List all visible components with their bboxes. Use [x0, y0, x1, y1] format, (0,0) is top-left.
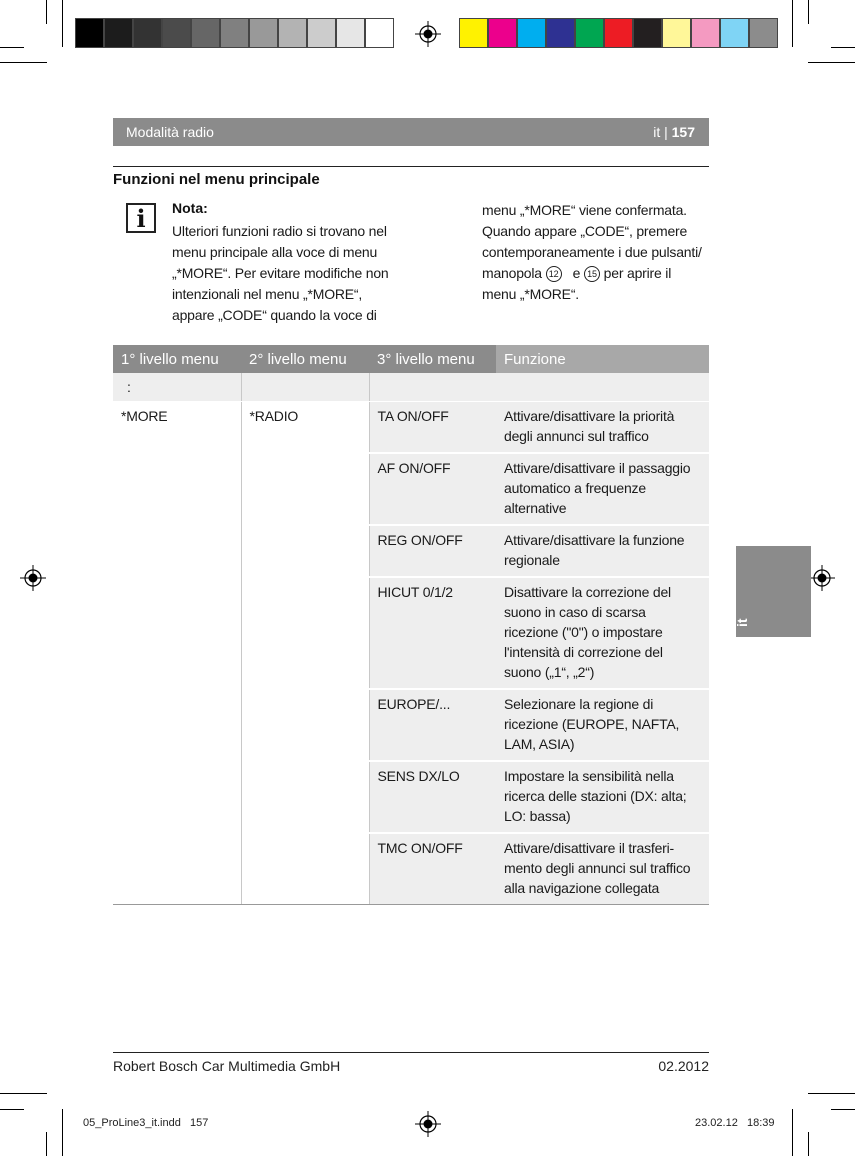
table-header-row	[113, 345, 709, 373]
color-swatch	[662, 18, 691, 48]
color-swatch	[220, 18, 249, 48]
color-swatch	[604, 18, 633, 48]
color-swatch	[691, 18, 720, 48]
color-swatch	[546, 18, 575, 48]
crop-mark	[46, 0, 47, 24]
table-row	[113, 402, 709, 454]
page-number: it | 157	[653, 124, 695, 140]
header-rule	[113, 166, 709, 167]
section-title: Funzioni nel menu principale	[113, 171, 320, 188]
note-text-col1: Ulteriori funzioni radio si trovano nel menu principale alla voce di menu „*MORE“. Per evitare modifiche non intenzionali nel menu „*MORE“, appare „CODE“ quando la voce di	[172, 223, 389, 323]
level2-cell: *RADIO	[241, 402, 369, 905]
crop-mark	[0, 1109, 24, 1110]
header-level1: 1° livello menu	[113, 345, 241, 373]
registration-mark-icon	[809, 565, 835, 591]
color-swatch	[249, 18, 278, 48]
level3-cell: HICUT 0/1/2	[369, 577, 496, 689]
color-swatch	[575, 18, 604, 48]
crop-mark	[62, 1109, 63, 1156]
registration-mark-icon	[415, 1111, 441, 1137]
level3-cell: SENS DX/LO	[369, 761, 496, 833]
crop-mark	[0, 62, 47, 63]
color-swatch	[517, 18, 546, 48]
header-function: Funzione	[496, 345, 709, 373]
crop-mark	[808, 62, 855, 63]
side-tab-label: it	[734, 618, 750, 627]
level3-cell: TMC ON/OFF	[369, 833, 496, 905]
color-swatch	[720, 18, 749, 48]
slug-file: 05_ProLine3_it.indd 157	[83, 1117, 209, 1129]
level3-cell: EUROPE/...	[369, 689, 496, 761]
footer-date: 02.2012	[658, 1058, 709, 1074]
color-swatch	[488, 18, 517, 48]
crop-mark	[808, 1093, 855, 1094]
color-swatch	[162, 18, 191, 48]
color-swatch	[278, 18, 307, 48]
level3-cell: TA ON/OFF	[369, 402, 496, 454]
level1-cell: *MORE	[113, 402, 241, 905]
level3-cell: AF ON/OFF	[369, 453, 496, 525]
language-side-tab	[736, 546, 811, 637]
gray-color-bar	[75, 18, 394, 48]
ellipsis-cell: :	[113, 373, 241, 401]
crop-mark	[831, 47, 855, 48]
note-title: Nota:	[172, 200, 208, 216]
info-icon: i	[126, 203, 156, 233]
color-swatch	[104, 18, 133, 48]
crop-mark	[62, 0, 63, 47]
function-cell: Attivare/disattivare la priorità degli annunci sul traffico	[496, 402, 709, 454]
key-12-icon: 12	[546, 266, 562, 282]
crop-mark	[831, 1109, 855, 1110]
crop-mark	[792, 0, 793, 47]
header-level2: 2° livello menu	[241, 345, 369, 373]
color-swatch	[133, 18, 162, 48]
function-cell: Attivare/disattivare il trasferi- mento degli annunci sul traffico alla navigazione collegata	[496, 833, 709, 905]
key-15-icon: 15	[584, 266, 600, 282]
color-swatch	[307, 18, 336, 48]
function-cell: Impostare la sensibilità nella ricerca delle stazioni (DX: alta; LO: bassa)	[496, 761, 709, 833]
color-swatch	[336, 18, 365, 48]
process-color-bar	[459, 18, 778, 48]
color-swatch	[75, 18, 104, 48]
crop-mark	[808, 1132, 809, 1156]
crop-mark	[0, 47, 24, 48]
table-row	[113, 373, 709, 401]
function-cell: Attivare/disattivare la funzione regionale	[496, 525, 709, 577]
header-level3: 3° livello menu	[369, 345, 496, 373]
function-cell: Disattivare la correzione del suono in caso di scarsa ricezione ("0") o impostare l'intensità di correzione del suono („1“, „2“)	[496, 577, 709, 689]
registration-mark-icon	[20, 565, 46, 591]
section-label: Modalità radio	[126, 124, 214, 140]
crop-mark	[46, 1132, 47, 1156]
footer-rule	[113, 1052, 709, 1053]
crop-mark	[0, 1093, 47, 1094]
menu-functions-table	[113, 345, 709, 905]
slug-timestamp: 23.02.12 18:39	[695, 1117, 775, 1129]
note-text-col2: menu „*MORE“ viene confermata. Quando appare „CODE“, premere contemporaneamente i due pulsanti/ manopola 12 e 15 per aprire il menu „*MORE“.	[482, 202, 702, 302]
footer-company: Robert Bosch Car Multimedia GmbH	[113, 1058, 341, 1074]
color-swatch	[633, 18, 662, 48]
crop-mark	[792, 1109, 793, 1156]
color-swatch	[749, 18, 778, 48]
function-cell: Selezionare la regione di ricezione (EUROPE, NAFTA, LAM, ASIA)	[496, 689, 709, 761]
registration-mark-icon	[415, 21, 441, 47]
level3-cell: REG ON/OFF	[369, 525, 496, 577]
color-swatch	[459, 18, 488, 48]
crop-mark	[808, 0, 809, 24]
color-swatch	[191, 18, 220, 48]
color-swatch	[365, 18, 394, 48]
function-cell: Attivare/disattivare il passaggio automatico a frequenze alternative	[496, 453, 709, 525]
